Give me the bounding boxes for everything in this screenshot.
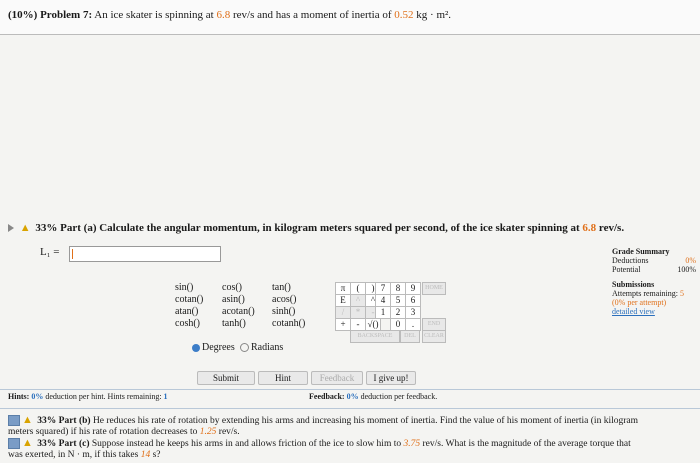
feedback-info: Feedback: 0% deduction per feedback. [309, 392, 438, 401]
digit-key[interactable]: 7 [375, 282, 391, 295]
problem-statement [0, 0, 700, 35]
expand-triangle-icon[interactable] [8, 224, 14, 232]
function-key[interactable]: asin() [222, 294, 245, 305]
submit-button[interactable]: Submit [197, 371, 255, 385]
divider [0, 408, 700, 409]
feedback-button[interactable]: Feedback [311, 371, 363, 385]
answer-input[interactable] [69, 246, 221, 262]
home-key[interactable]: HOME [422, 282, 446, 295]
symbol-key[interactable]: ^ [350, 294, 366, 307]
symbol-key[interactable]: ) [365, 282, 381, 295]
digit-key[interactable]: . [405, 318, 421, 331]
divider [0, 389, 700, 390]
warning-icon: ▲ [22, 414, 33, 426]
symbol-key[interactable]: √() [365, 318, 381, 331]
radians-option[interactable]: Radians [240, 342, 283, 353]
warning-icon: ▲ [22, 437, 33, 449]
digit-key[interactable]: 4 [375, 294, 391, 307]
function-key[interactable]: acos() [272, 294, 297, 305]
function-key[interactable]: cotanh() [272, 318, 306, 329]
part-icon [8, 438, 20, 449]
function-key[interactable]: tanh() [222, 318, 246, 329]
hint-button[interactable]: Hint [258, 371, 308, 385]
hints-info: Hints: 0% deduction per hint. Hints remaining: 1 [8, 392, 168, 401]
part-icon [8, 415, 20, 426]
grade-summary: Grade Summary Deductions 0% Potential 100% Submissions Attempts remaining: 5 (0% per attempt) detailed view [612, 247, 696, 316]
degrees-option[interactable]: Degrees [192, 342, 235, 353]
digit-key[interactable]: 8 [390, 282, 406, 295]
function-key[interactable]: atan() [175, 306, 199, 317]
calculator [160, 282, 460, 362]
answer-label: L₁ = [40, 246, 60, 258]
symbol-key[interactable]: ( [350, 282, 366, 295]
text-caret [72, 249, 73, 259]
symbol-key[interactable]: * [350, 306, 366, 319]
symbol-key[interactable]: ^ [365, 294, 381, 307]
symbol-key[interactable]: E [335, 294, 351, 307]
warning-icon: ▲ [19, 222, 31, 234]
function-key[interactable]: sinh() [272, 306, 296, 317]
part-c-question: ▲ 33% Part (c) Suppose instead he keeps his arms in and allows friction of the ice to slow him to 3.75 rev/s. What is the magnitude of the average torque that was exerted, in N · m, if this takes 14 s? [8, 437, 631, 460]
digit-key[interactable]: 3 [405, 306, 421, 319]
digit-key[interactable]: 9 [405, 282, 421, 295]
function-key[interactable]: acotan() [222, 306, 255, 317]
give-up-button[interactable]: I give up! [366, 371, 416, 385]
radio-unselected-icon [240, 343, 249, 352]
backspace-key[interactable]: BACKSPACE [350, 330, 400, 343]
digit-key[interactable]: 5 [390, 294, 406, 307]
end-key[interactable]: END [422, 318, 446, 331]
symbol-key[interactable]: - [365, 306, 381, 319]
symbol-key[interactable]: / [335, 306, 351, 319]
digit-key[interactable]: 2 [390, 306, 406, 319]
radio-selected-icon [192, 344, 200, 352]
del-key[interactable]: DEL [400, 330, 420, 343]
symbol-key[interactable]: + [335, 318, 351, 331]
digit-key[interactable]: 0 [390, 318, 406, 331]
function-key[interactable]: cotan() [175, 294, 204, 305]
function-key[interactable]: tan() [272, 282, 291, 293]
detailed-view-link[interactable]: detailed view [612, 307, 655, 316]
function-key[interactable]: cosh() [175, 318, 200, 329]
digit-key[interactable]: 1 [375, 306, 391, 319]
problem-text: (10%) Problem 7: An ice skater is spinning at 6.8 rev/s and has a moment of inertia of 0.52 kg · m². [8, 9, 452, 21]
part-a-question: ▲ 33% Part (a) Calculate the angular momentum, in kilogram meters squared per second, of the ice skater spinning at 6.8 rev/s. [8, 222, 624, 234]
digit-key[interactable]: 6 [405, 294, 421, 307]
symbol-key[interactable]: - [350, 318, 366, 331]
part-b-question: ▲ 33% Part (b) He reduces his rate of rotation by extending his arms and increasing his moment of inertia. Find the value of his moment of inertia (in kilogram meters squared) if his rate of rotation decreases to 1.25 rev/s. [8, 414, 638, 437]
symbol-key[interactable]: π [335, 282, 351, 295]
function-key[interactable]: cos() [222, 282, 242, 293]
function-key[interactable]: sin() [175, 282, 194, 293]
clear-key[interactable]: CLEAR [422, 330, 446, 343]
